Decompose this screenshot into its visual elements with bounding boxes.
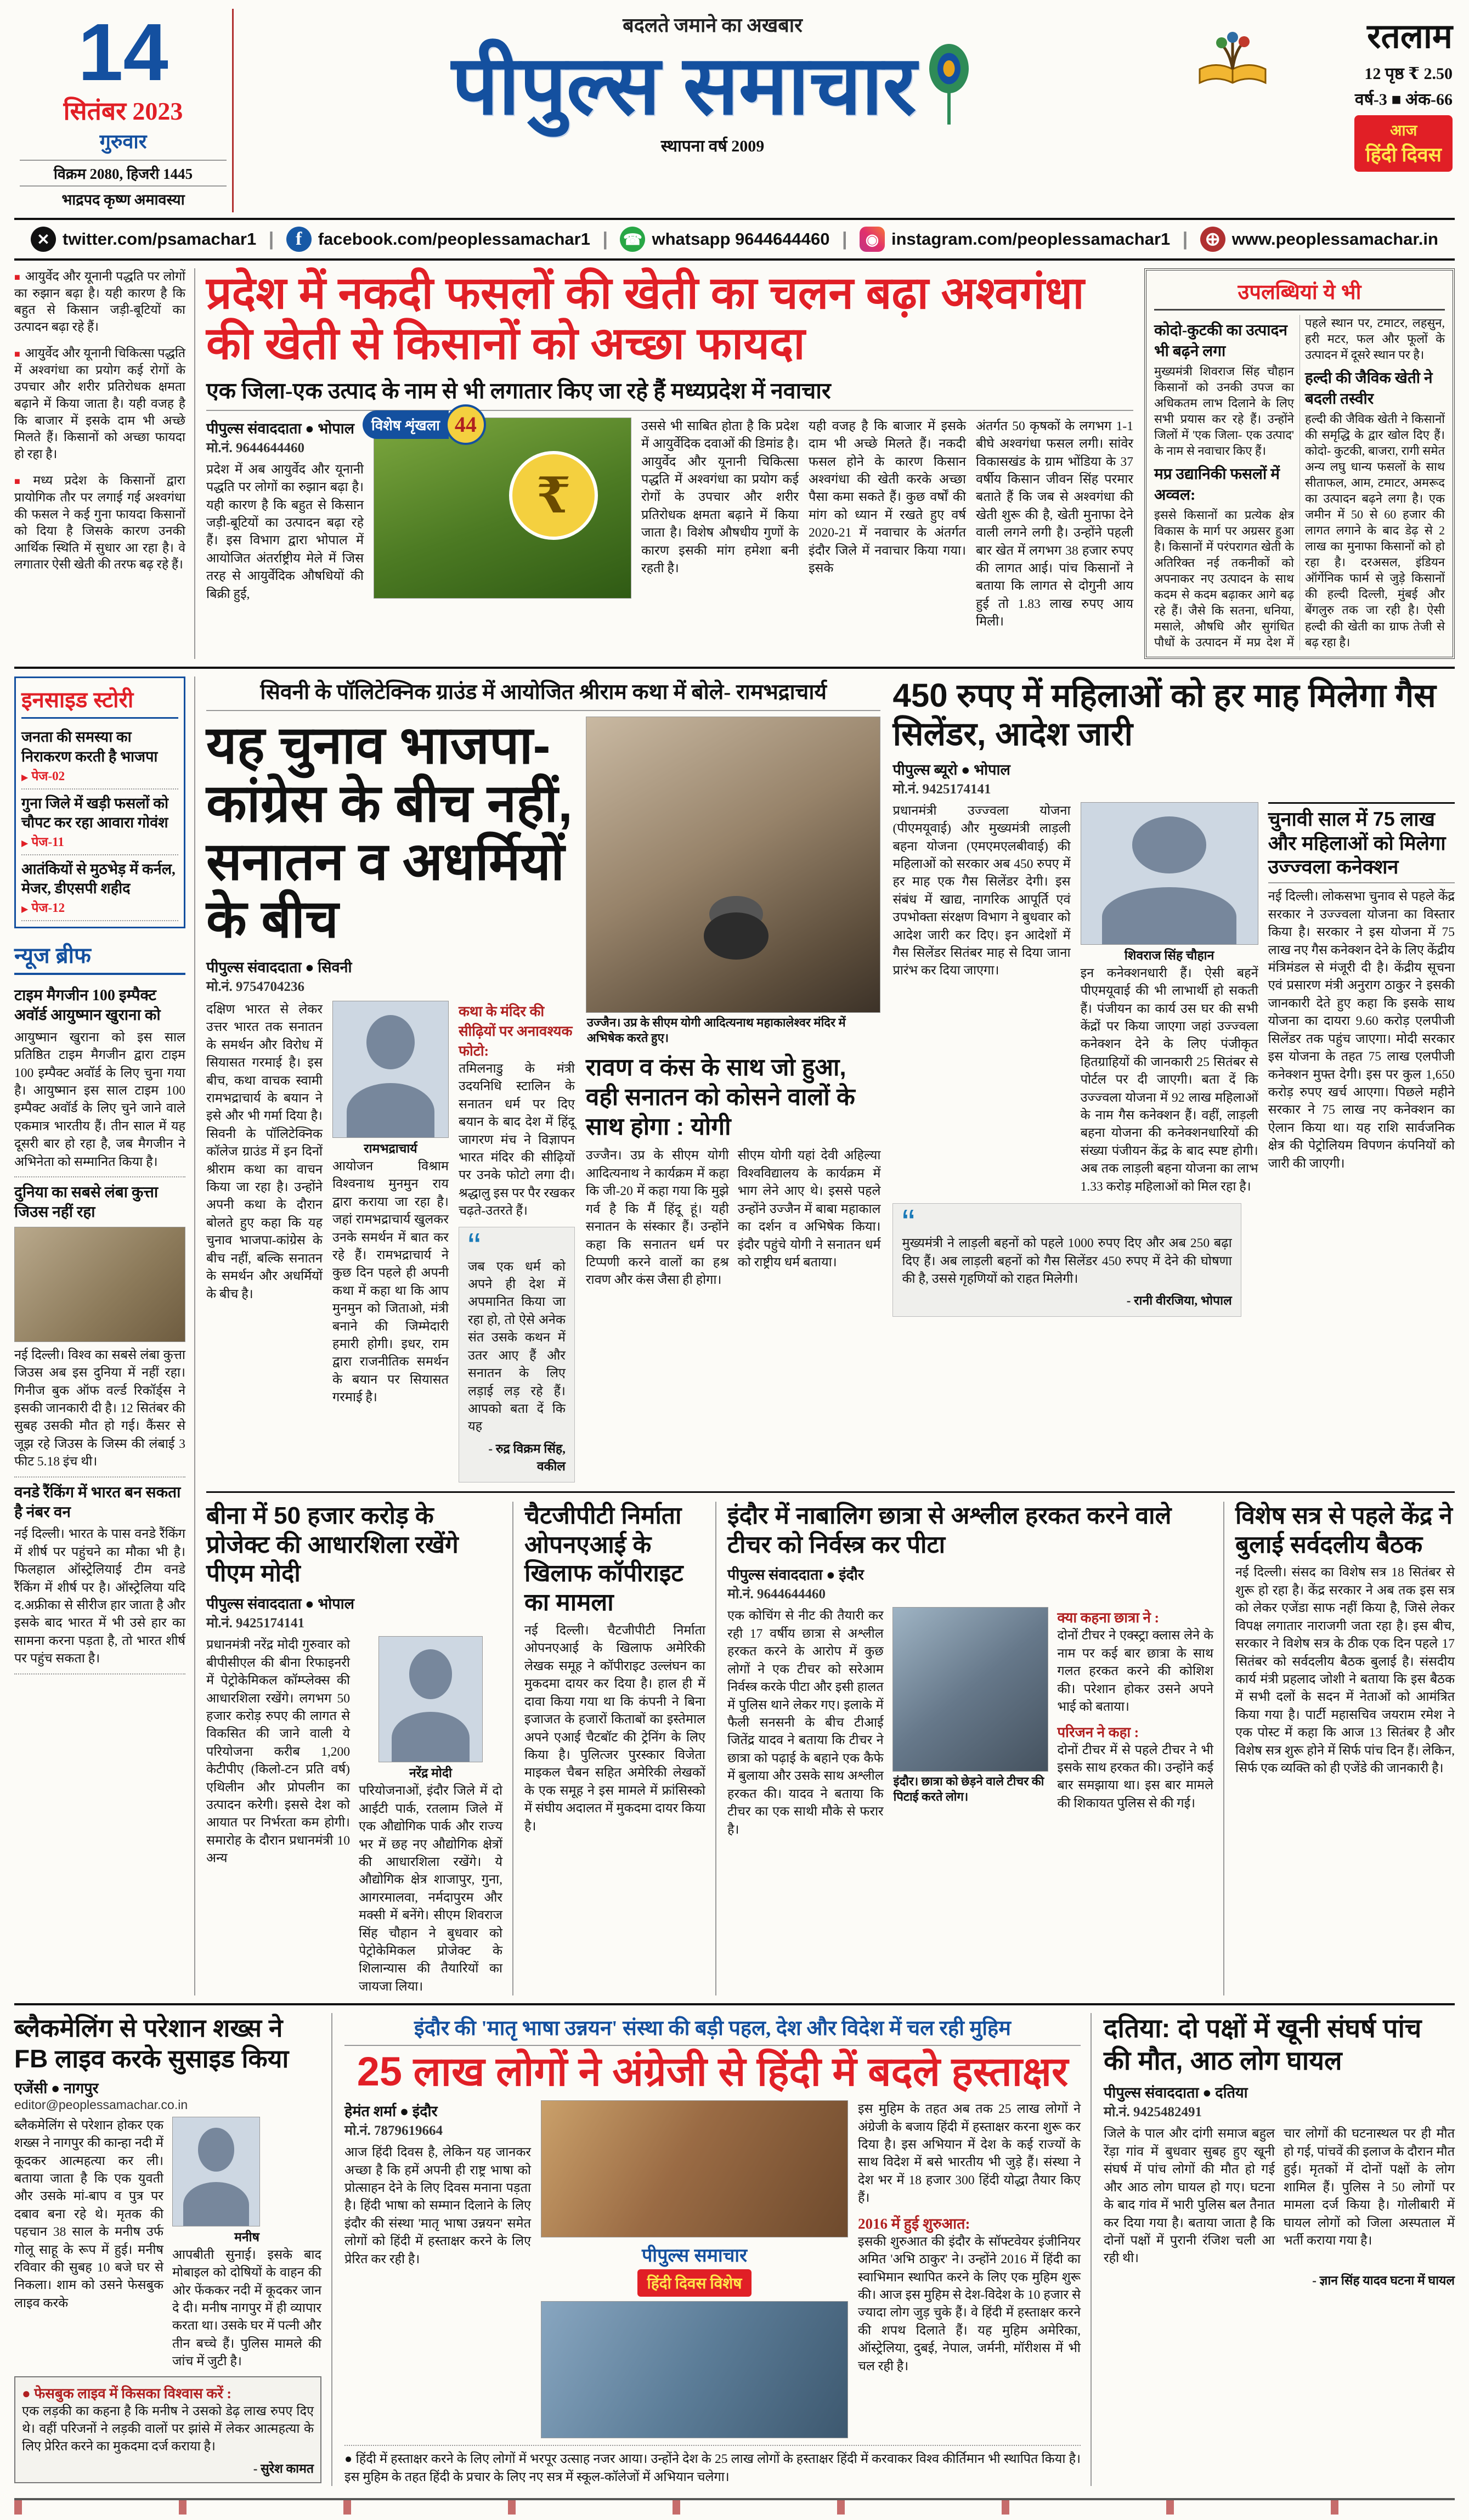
fb-note-title: ● फेसबुक लाइव में किसका विश्वास करें : [22,2385,232,2401]
teacher-phone: मो.नं. 9644644460 [727,1587,826,1602]
hindi-phone: मो.नं. 7879619664 [344,2123,443,2139]
inside-item-page: ▶ पेज-02 [21,766,178,784]
teacher-body: एक कोचिंग से नीट की तैयारी कर रही 17 वर्षीय छात्रा से अश्लील हरकत करने के आरोप में कुछ लोगों ने एक टीचर को सरेआम निर्वस्त्र करके पीटा और इसी हालत में पुलिस थाने लेकर गए। इलाके में फैली सनसनी के बीच टीआई जितेंद्र यादव ने बताया कि टीचर ने छात्रा को पढ़ाई के बहाने एक कैफे में बुलाया और उसके साथ अश्लील हरकत की। यादव ने बताया कि टीचर का एक साथी मौके से फरार है। [727,1609,884,1837]
twitter-handle[interactable]: twitter.com/psamachar1 [63,229,257,249]
inside-item-page: ▶ पेज-11 [21,832,178,850]
fb-body: आपबीती सुनाई। इसके बाद मोबाइल को दोषियों के वाहन की ओर फेंककर नदी में कूदकर जान दे दी। मनीष नागपुर में ही व्यापार करता था। उसके घर में पत्नी और तीन बच्चे हैं। पुलिस मामले की जांच में जुटी है। [172,2247,321,2369]
secondary-stories-row [206,1502,1455,1995]
gas-headline: 450 रुपए में महिलाओं को हर माह मिलेगा गैस सिलेंडर, आदेश जारी [892,677,1436,753]
brief-text: नई दिल्ली। विश्व का सबसे लंबा कुत्ता जिउस अब इस दुनिया में नहीं रहा। गिनीज बुक ऑफ वर्ल्ड रिकॉर्ड्स ने इसकी जानकारी दी है। 12 सितंबर की सुबह उसकी मौत हो गई। कैंसर से जूझ रहे जिउस के जिस्म की लंबाई 3 फीट 5.18 इंच थी। [14,1348,185,1469]
hindi-diwas-special-badge [541,2242,848,2297]
gas-story [892,676,1455,1482]
katha-kicker: सिवनी के पॉलिटेक्निक ग्राउंड में आयोजित श्रीराम कथा में बोले- रामभद्राचार्य [206,676,880,711]
mid-main [206,676,1455,1995]
yogi-body: सीएम योगी यहां देवी अहिल्या विश्वविद्यालय के कार्यक्रम में भाग लेने आए थे। इससे पहले उन्होंने उज्जैन में बाबा महाकाल का दर्शन व अभिषेक किया। इंदौर पहुंचे योगी ने सनातन धर्म को राष्ट्रीय धर्म बताया। [737,1148,881,1270]
lead-side-bullets [14,268,195,659]
page-footer-strip [14,2498,1455,2515]
globe-icon [1200,227,1225,252]
openai-story [524,1502,716,1995]
fb-suicide-story [14,2013,332,2486]
lead-story [206,268,1133,659]
news-brief-header: न्यूज ब्रीफ [14,939,185,975]
openai-headline: चैटजीपीटी निर्माता ओपनएआई के खिलाफ कॉपीराइट का मामला [524,1502,683,1616]
lead-headline: प्रदेश में नकदी फसलों की खेती का चलन बढ़ा अश्वगंधा की खेती से किसानों को अच्छा फायदा [206,268,1084,369]
rambhadracharya-label: रामभद्राचार्य [364,1141,417,1155]
teacher-photo-caption: इंदौर। छात्रा को छेड़ने वाले टीचर की पिटाई करते लोग। [893,1774,1044,1803]
badge-special-label: हिंदी दिवस विशेष [637,2269,752,2297]
katha-phone: मो.नं. 9754704236 [206,979,305,994]
divider: | [602,228,608,250]
achievement-text: इससे किसानों का प्रत्येक क्षेत्र विकास के मार्ग पर अग्रसर हुआ है। किसानों में परंपरागत खेती के अतिरिक्त नई तकनीकों को अपनाकर नए उत्पादन के साथ कदम से कदम बढ़ाकर आगे बढ़ रहे हैं। जैसे कि सतना, धनिया, मसाले, औषधि और सुगंधित पौधों के उत्पादन में मप्र देश में पहले स्थान पर, टमाटर, लहसुन, हरी मटर, फल और फूलों के उत्पादन में दूसरे स्थान पर है। [1154,316,1445,650]
brief-text: नई दिल्ली। भारत के पास वनडे रैंकिंग में शीर्ष पर पहुंचने का मौका भी है। फिलहाल ऑस्ट्रेलियाई टीम वनडे रैंकिंग में शीर्ष पर है। ऑस्ट्रेलिया यदि द.अफ्रीका से सीरीज हार जाता है और इसके बाद भारत में भी उसे हार का सामना करना पड़ता है, तो भारत शीर्ष पर पहुंच सकता है। [14,1527,185,1666]
bina-headline: बीना में 50 हजार करोड़ के प्रोजेक्ट की आधारशिला रखेंगे पीएम मोदी [206,1502,459,1587]
datia-body: जिले के पाल और दांगी समाज बहुल रेंड़ा गांव में बुधवार सुबह हुए खूनी संघर्ष में पांच लोगों की मौत हो गई और आठ लोग घायल हो गए। घटना के बाद गांव में भारी पुलिस बल तैनात कर दिया गया है। बताया जाता है कि दोनों पक्षों में पुरानी रंजिश चली आ रही थी। [1104,2127,1275,2266]
rambhadracharya-photo [332,1001,449,1138]
katha-left [206,717,575,1482]
katha-story [206,676,880,1482]
badge-line2: हिंदी दिवस [1365,144,1442,166]
facebook-handle[interactable]: facebook.com/peoplessamachar1 [318,229,590,249]
hindi-bottom-note: ● हिंदी में हस्ताक्षर करने के लिए लोगों में भरपूर उत्साह नजर आया। उन्होंने देश के 25 लाख लोगों के हस्ताक्षर हिंदी में करवाकर विश्व कीर्तिमान भी स्थापित किया है। इस मुहिम के तहत हिंदी के प्रचार के लिए नए सत्र में स्कूल-कॉलेजों में अभियान चलेगा। [344,2445,1081,2486]
brief-title: दुनिया का सबसे लंबा कुत्ता जिउस नहीं रहा [14,1184,159,1221]
bina-body: प्रधानमंत्री नरेंद्र मोदी गुरुवार को बीपीसीएल की बीना रिफाइनरी में पेट्रोकेमिकल कॉम्प्लेक्स की आधारशिला रखेंगे। लगभग 50 हजार करोड़ रुपए की लागत से विकसित की जाने वाली ये परियोजना करीब 1,200 केटीपीए (किलो-टन प्रति वर्ष) एथिलीन और प्रोपलीन का उत्पादन करेगी। इससे देश को आयात पर निर्भरता कम होगी। समारोह के दौरान प्रधानमंत्री 10 अन्य [206,1638,350,1866]
date-calendar: विक्रम 2080, हिजरी 1445 [20,160,227,183]
left-rail [14,676,195,1995]
bottom-section [14,2005,1455,2490]
date-month: सितंबर 2023 [63,97,183,125]
student-said-title: क्या कहना छात्रा ने : [1057,1610,1160,1626]
manish-label: मनीष [234,2230,259,2244]
yogi-substory [586,717,881,1482]
lead-section [14,261,1455,669]
inside-item-title: आतंकियों से मुठभेड़ में कर्नल, मेजर, डीएसपी शहीद [21,860,176,897]
newspaper-logo: पीपुल्स समाचार [451,39,917,131]
lead-body: प्रदेश में अब आयुर्वेद और यूनानी पद्धति पर लोगों का रुझान बढ़ा है। यही कारण है कि बहुत से किसान जड़ी-बूटियों का उत्पादन बढ़ा रहे हैं। इस विभाग द्वारा भोपाल में आयोजित अंतर्राष्ट्रीय मेले में जिस तरह से आयुर्वेदिक औषधियों की बिक्री हुई, [206,462,364,601]
series-number: 44 [445,404,486,445]
gas-body: प्रधानमंत्री उज्ज्वला योजना (पीएमयूवाई) और मुख्यमंत्री लाड़ली बहना योजना (एमएमएलबीवाई) की महिलाओं को सरकार अब 450 रुपए में हर माह एक गैस सिलेंडर देगी। इस संबंध में खाद्य, नागरिक आपूर्ति एवं उपभोक्ता संरक्षण विभाग ने बुधवार को आदेश जारी कर दिए। इन आदेशों में गैस सिलेंडर सितंबर माह से दिया जाना प्रारंभ कर दिया जाएगा। [892,803,1071,978]
lead-photo-wrap [371,412,631,631]
divider: | [268,228,274,250]
date-day: 14 [78,7,168,98]
manish-photo [172,2117,260,2226]
lead-bullet: ■ आयुर्वेद और यूनानी पद्धति पर लोगों का रुझान बढ़ा है। यही कारण है कि बहुत से किसान जड़ी-बूटियों का उत्पादन बढ़ा रहे हैं। [14,268,185,335]
hindi-start-title: 2016 में हुई शुरुआत: [858,2215,970,2232]
katha-box-title: कथा के मंदिर की सीढ़ियों पर अनावश्यक फोटो: [458,1003,573,1059]
student-said-text: दोनों टीचर ने एक्स्ट्रा क्लास लेने के नाम पर कई बार छात्रा के साथ गलत हरकत करने की कोशिश की। परेशान होकर उसने अपने भाई को बताया। [1057,1628,1214,1715]
news-brief-item [14,980,185,1177]
brief-title: वनडे रैंकिंग में भारत बन सकता है नंबर वन [14,1484,181,1521]
website-url[interactable]: www.peoplessamachar.in [1231,229,1438,249]
ujjwala-substory [1268,802,1455,1196]
hindi-right-column [858,2100,1081,2438]
fb-sign: - सुरेश कामत [253,2461,314,2476]
hindi-start-text: इसकी शुरुआत की इंदौर के सॉफ्टवेयर इंजीनियर अमित 'अभि ठाकुर' ने। उन्होंने 2016 में हिंदी का स्वाभिमान स्थापित करने के लिए एक मुहिम शुरू की। आज इस मुहिम से देश-विदेश के 10 हजार से ज्यादा लोग जुड़ चुके हैं। वे हिंदी में हस्ताक्षर करने की शपथ दिलाते हैं। यह मुहिम अमेरिका, ऑस्ट्रेलिया, दुबई, नेपाल, जर्मनी, मॉरीशस में भी चल रही है। [858,2234,1081,2374]
teacher-byline: पीपुल्स संवाददाता ● इंदौर [727,1566,864,1583]
bina-phone: मो.नं. 9425174141 [206,1616,305,1631]
masthead [14,9,1455,220]
brief-text: आयुष्मान खुराना को इस साल प्रतिष्ठित टाइम मैगजीन द्वारा टाइम 100 इम्पैक्ट अवॉर्ड के लिए चुना गया है। आयुष्मान इस साल टाइम 100 इम्पैक्ट अवॉर्ड के लिए चुने जाने वाले एकमात्र भारतीय हैं। तीन साल में यह दूसरी बार हो रहा है, जब मैगजीन ने अभिनेता को सम्मानित किया है। [14,1030,185,1169]
bina-right-column [359,1636,502,1995]
achievement-text: हल्दी की जैविक खेती ने किसानों की समृद्धि के द्वार खोल दिए हैं। कोदो- कुटकी, बाजरा, रागी समेत अन्य लघु धान्य फसलों के साथ सीताफल, आम, टमाटर, अमरूद का उत्पादन बढ़ने लगा है। एक जमीन में 50 से 60 हजार की लागत लगाने के बाद डेढ़ से 2 लाख का मुनाफा किसानों को हो रहा है। दरअसल, इंडियन ऑर्गेनिक फार्म से जुड़े किसानों की हल्दी दिल्ली, मुंबई और बेंगलुरु तक जा रही है। ऐसी हल्दी की खेती का ग्राफ तेजी से बढ़ रहा है। [1305,412,1445,649]
gas-quote-sign: - रानी वीरजिया, भोपाल [1126,1294,1232,1308]
date-box [14,9,234,212]
achievements-header: उपलब्धियां ये भी [1154,277,1445,311]
whatsapp-icon [620,227,645,252]
masthead-tagline: बदलते जमाने का अखबार [623,14,803,36]
gas-middle-column [1081,802,1258,1196]
instagram-link[interactable] [860,227,1170,252]
hindi-byline: हेमंत शर्मा ● इंदौर [344,2103,438,2120]
gas-body: इन कनेक्शनधारी हैं। ऐसी बहनें पीएमयूवाई की भी लाभार्थी हो सकती हैं। पंजीयन का कार्य उस घर की सभी केंद्रों पर किया जाएगा जहां उज्ज्वला कनेक्शन देने के लिए पंजीकृत हितग्राहियों की जानकारी 25 सितंबर से पोर्टल पर दी जाएगी। बता दें कि उज्ज्वला योजना में 92 लाख महिलाओं के नाम गैस कनेक्शन हैं। वहीं, लाड़ली बहना योजना की कनेक्शनधारियों की संख्या पंजीयन केंद्र के बाद स्पष्ट होगी। अब तक लाड़ली बहना योजना का लाभ 1.33 करोड़ महिलाओं को मिल रहा है। [1080,966,1258,1194]
bina-story [206,1502,513,1995]
yogi-headline: रावण व कंस के साथ जो हुआ, वही सनातन को कोसने वालों के साथ होगा : योगी [585,1054,855,1140]
achievement-title: कोदो-कुटकी का उत्पादन भी बढ़ने लगा [1154,322,1287,360]
lead-bullet: ■ मध्य प्रदेश के किसानों द्वारा प्रायोगिक तौर पर लगाई गई अश्वगंधा की फसल ने कई गुना फायदा किसानों को दिया है जिसके कारण उनकी आर्थिक स्थिति में सुधार आ रहा है। वे लगातार ऐसी खेती की तरफ बढ़ रहे हैं। [14,472,185,573]
family-said-title: परिजन ने कहा : [1057,1724,1139,1740]
social-bar [14,220,1455,261]
katha-body: आयोजन विश्राम विश्वनाथ मुनमुन राय द्वारा कराया जा रहा है। जहां रामभद्राचार्य खुलकर उनके समर्थन में बात कर रहे हैं। रामभद्राचार्य ने कुछ दिन पहले ही अपनी कथा में कहा था कि आप मुनमुन को जिताओ, मंत्री बनाने की जिम्मेदारी हमारी होगी। इधर, राम द्वारा राजनीतिक समर्थन के बयान पर सियासत गरमाई है। [332,1159,449,1405]
achievement-title: हल्दी की जैविक खेती ने बदली तस्वीर [1305,370,1433,408]
lead-subhead: एक जिला-एक उत्पाद के नाम से भी लगातार किए जा रहे हैं मध्यप्रदेश में नवाचार [206,375,1133,411]
datia-headline: दतिया: दो पक्षों में खूनी संघर्ष पांच की मौत, आठ लोग घायल [1104,2014,1422,2076]
edition-volume: वर्ष-3 ■ अंक-66 [1354,91,1453,109]
katha-body: दक्षिण भारत से लेकर उत्तर भारत तक सनातन के समर्थन और विरोध में सियासत गरमाई है। इस बीच, कथा वाचक स्वामी रामभद्राचार्य के बयान ने इसे और भी गर्मा दिया है। सिवनी के पॉलिटेक्निक कॉलेज ग्राउंड में इन दिनों श्रीराम कथा का वाचन किया जा रहा है। उन्होंने अपनी कथा के दौरान बोलते हुए कहा कि यह चुनाव भाजपा-कांग्रेस के बीच नहीं, बल्कि सनातन के समर्थन और अधर्मियों के बीच है। [206,1002,323,1301]
logo-area [234,9,1191,212]
datia-byline: पीपुल्स संवाददाता ● दतिया [1104,2084,1248,2101]
edition-pages-price: 12 पृष्ठ ₹ 2.50 [1364,65,1453,83]
peacock-feather-icon [924,44,974,126]
yogi-body: उज्जैन। उप्र के सीएम योगी आदित्यनाथ ने कार्यक्रम में कहा कि जी-20 में कहा गया कि मुझे गर्व है कि मैं हिंदू हूं। यही सनातन के संस्कार हैं। उन्होंने कहा कि सनातन धर्म पर टिप्पणी करने वालों का हश्र रावण और कंस जैसा ही होगा। [585,1148,729,1288]
fb-headline: ब्लैकमेलिंग से परेशान शख्स ने FB लाइव करके सुसाइड किया [14,2014,289,2073]
gas-quote-box [892,1203,1241,1317]
indore-teacher-story [727,1502,1224,1995]
inside-story-item[interactable] [21,723,178,789]
inside-item-title: जनता की समस्या का निराकरण करती है भाजपा [21,729,158,765]
ujjwala-sub-headline: चुनावी साल में 75 लाख और महिलाओं को मिलेगा उज्ज्वला कनेक्शन [1268,802,1455,884]
sarvadaliya-body: नई दिल्ली। संसद का विशेष सत्र 18 सितंबर से शुरू हो रहा है। केंद्र सरकार ने अब तक इस सत्र को लेकर एजेंडा साफ नहीं किया है, जिसे लेकर विपक्ष लगातार नाराजगी जता रहा है। इस बीच, सरकार ने विशेष सत्र के ठीक एक दिन पहले 17 सितंबर को सर्वदलीय बैठक बुलाई है। संसदीय कार्य मंत्री प्रहलाद जोशी ने बताया कि इस बैठक में सभी दलों के सदन में नेताओं को आमंत्रित किया गया है। पार्टी महासचिव जयराम रमेश ने एक पोस्ट में कहा कि आज 13 सितंबर है और विशेष सत्र शुरू होने में सिर्फ पांच दिन हैं। लेकिन, सिर्फ एक व्यक्ति को ही एजेंडे की जानकारी है। [1235,1565,1455,1776]
edition-city: रतलाम [1367,18,1453,55]
badge-paper-name: पीपुल्स समाचार [641,2245,748,2267]
series-badge [363,404,486,445]
fb-note-box [14,2376,321,2483]
signature-campaign-photo-2 [541,2301,848,2438]
achievement-text: मुख्यमंत्री शिवराज सिंह चौहान किसानों को उनकी उपज का अधिकतम लाभ दिलाने के लिए सभी प्रयास कर रहे हैं। उन्होंने जिलों में 'एक जिला- एक उत्पाद' के नाम से नवाचार किए हैं। [1154,364,1294,458]
hindi-photo-column [541,2100,848,2438]
facebook-icon [286,227,312,252]
sarvadaliya-story [1235,1502,1455,1995]
divider: | [841,228,848,250]
fb-note-text: एक लड़की का कहना है कि मनीष ने उसको डेढ़ लाख रुपए दिए थे। वहीं परिजनों ने लड़की वालों पर झांसे में लेकर आत्महत्या के लिए प्रेरित करने का मुकदमा दर्ज कराया है। [22,2404,314,2454]
edition-area [1191,9,1455,212]
dog-photo [14,1227,185,1342]
datia-body: चार लोगों की घटनास्थल पर ही मौत हो गई, पांचवें की इलाज के दौरान मौत हुई। मृतकों में दोनों पक्षों के लोग शामिल हैं। पुलिस ने 50 लोगों पर मामला दर्ज किया है। गोलीबारी में घायल लोगों को जिला अस्पताल में भर्ती कराया गया है। [1284,2127,1455,2248]
gas-quote-text: “ मुख्यमंत्री ने लाड़ली बहनों को पहले 1000 रुपए दिए और अब 250 बढ़ा दिए हैं। अब लाड़ली बहनों को गैस सिलेंडर 450 रुपए में देने की घोषणा की है, उससे गृहणियों को राहत मिलेगी। [902,1236,1232,1286]
inside-story-item[interactable] [21,790,178,855]
instagram-icon [860,227,885,252]
inside-story-header: इनसाइड स्टोरी [21,684,178,719]
gas-byline: पीपुल्स ब्यूरो ● भोपाल [892,761,1010,778]
badge-line1: आज [1389,122,1417,139]
lead-body: उससे भी साबित होता है कि प्रदेश में आयुर्वेदिक दवाओं की डिमांड है। आयुर्वेद और यूनानी चिकित्सा पद्धति में अश्वगंधा का प्रयोग कई रोगों के उपचार और शरीर प्रतिरोधक क्षमता बढ़ाने में किया जाता है। विशेष औषधीय गुणों के कारण इसकी मांग हमेशा बनी रहती है। [641,419,799,576]
datia-story [1104,2013,1455,2486]
establishment-year: स्थापना वर्ष 2009 [660,137,765,155]
news-brief-item [14,1478,185,1675]
lead-phone: मो.नं. 9644644460 [206,440,305,455]
hindi-kicker: इंदौर की 'मातृ भाषा उन्नयन' संस्था की बड़ी पहल, देश और विदेश में चल रही मुहिम [344,2013,1081,2046]
openai-body: नई दिल्ली। चैटजीपीटी निर्माता ओपनएआई के खिलाफ अमेरिकी लेखक समूह ने कॉपीराइट उल्लंघन का मुकदमा दायर कर दिया है। हाल ही में दावा किया गया था कि कंपनी ने बिना इजाजत के हजारों किताबों का इस्तेमाल अपने एआई चैटबॉट की ट्रेनिंग के लिए किया है। पुलित्जर पुरस्कार विजेता माइकल चैबन सहित अमेरिकी लेखकों के एक समूह ने इस मामले में फ्रांसिस्को में संघीय अदालत में मुकदमा दायर किया है। [524,1623,705,1834]
hindi-diwas-badge [1354,115,1453,172]
teacher-photo-column [892,1607,1049,1838]
katha-quote-box [459,1227,575,1482]
twitter-link[interactable] [31,227,256,252]
facebook-link[interactable] [286,227,590,252]
book-tree-graphic [1197,31,1268,91]
katha-byline: पीपुल्स संवाददाता ● सिवनी [206,959,352,976]
shivraj-label: शिवराज सिंह चौहान [1124,948,1214,962]
sarvadaliya-headline: विशेष सत्र से पहले केंद्र ने बुलाई सर्वदलीय बैठक [1235,1502,1453,1558]
hindi-body: इस मुहिम के तहत अब तक 25 लाख लोगों ने अंग्रेजी के बजाय हिंदी में हस्ताक्षर करना शुरू कर दिया है। इस अभियान में देश के कई राज्यों के साथ विदेश में बसे भारतीय भी जुड़े हैं। संस्था ने देश भर में 18 हजार 300 हिंदी योद्धा तैयार किए हैं। [858,2102,1081,2206]
lead-body: अंतर्गत 50 कृषकों के लगभग 1-1 बीघे अश्वगंधा फसल लगी। सांवेर विकासखंड के ग्राम भोंडिया के 37 वर्षीय किसान जीवन सिंह परमार बताते हैं कि जब से अश्वगंधा की खेती शुरू की है, खेती मुनाफा देने वाली लगने लगी है। उन्होंने पहली बार खेत में लगभग 38 हजार रुपए की लागत आई। पांच किसानों ने बताया कि लागत से दोगुनी आय हुई तो 1.83 लाख रुपए आय मिली। [976,419,1133,629]
date-tithi: भाद्रपद कृष्ण अमावस्या [20,185,227,209]
modi-photo [378,1636,483,1762]
achievement-title: मप्र उद्यानिकी फसलों में अव्वल: [1154,466,1280,504]
inside-story-box [14,676,185,928]
fb-email[interactable]: editor@peoplessamachar.co.in [14,2097,188,2112]
hindi-left-column [344,2100,531,2438]
katha-headline: यह चुनाव भाजपा-कांग्रेस के बीच नहीं, सनातन व अधर्मियों के बीच [206,716,573,949]
mid-section [14,669,1455,2005]
series-label: विशेष शृंखला [363,410,449,439]
teacher-subboxes [1057,1607,1213,1838]
news-brief-item [14,1177,185,1478]
yogi-photo-caption: उज्जैन। उप्र के सीएम योगी आदित्यनाथ महाकालेश्वर मंदिर में अभिषेक करते हुए। [586,1016,846,1045]
fb-byline: एजेंसी ● नागपुर [14,2079,99,2096]
family-said-text: दोनों टीचर में से पहले टीचर ने भी इसके साथ हरकत की। उन्होंने कई बार समझाया था। इस बार मामले की शिकायत पुलिस से की गई। [1057,1743,1214,1811]
date-weekday: गुरुवार [99,131,147,153]
inside-item-page: ▶ पेज-12 [21,898,178,916]
inside-item-title: गुना जिले में खड़ी फसलों को चौपट कर रहा आवारा गोवंश [21,794,169,831]
lead-column-1 [206,418,364,631]
katha-right-column [459,1001,575,1482]
lead-bullet: ■ आयुर्वेद और यूनानी चिकित्सा पद्धति में अश्वगंधा का प्रयोग कई रोगों के उपचार और शरीर प्रतिरोधक क्षमता बढ़ाने में किया जाता है। यही वजह है कि बाजार में इसके दाम भी अच्छे मिलते हैं। किसानों को अच्छा फायदा हो रहा है। [14,345,185,463]
katha-quote-sign: - रुद्र विक्रम सिंह, वकील [488,1441,566,1473]
website-link[interactable] [1200,227,1438,252]
achievements-box [1144,268,1455,659]
datia-phone: मो.नं. 9425482491 [1104,2105,1202,2120]
fb-body: ब्लैकमेलिंग से परेशान होकर एक शख्स ने नागपुर की कान्हा नदी में कूदकर आत्महत्या कर ली। बताया जाता है कि एक युवती और उसके मां-बाप व पुत्र पर दबाव बना रहे थे। मृतक की पहचान 38 साल के मनीष उर्फ गोलू साहू के रूप में हुई। मनीष रविवार की सुबह 10 बजे घर से निकला। शाम को उसने फेसबुक लाइव करके [14,2118,163,2310]
hindi-headline: 25 लाख लोगों ने अंग्रेजी से हिंदी में बदले हस्ताक्षर [357,2049,1069,2095]
inside-story-item[interactable] [21,855,178,921]
whatsapp-number[interactable]: whatsapp 9644644460 [652,229,830,249]
instagram-handle[interactable]: instagram.com/peoplessamachar1 [891,229,1171,249]
katha-quote-text: “ जब एक धर्म को अपने ही देश में अपमानित किया जा रहा हो, तो ऐसे अनेक संत उसके कथन में उतर आए हैं और सनातन के लिए लड़ाई लड़ रहे हैं। आपको बता दें कि यह [467,1259,566,1434]
lead-body: यही वजह है कि बाजार में इसके दाम भी अच्छे मिलते हैं। नकदी फसल होने के कारण किसान अश्वगंधा की खेती करके अच्छा पैसा कमा सकते हैं। कुछ वर्षों की मांग को ध्यान में रखते हुए वर्ष 2020-21 में नवाचार के अंतर्गत इंदौर जिले में नवाचार किया गया। इसके [809,419,966,576]
teacher-beating-photo [892,1607,1049,1772]
datia-sign: - ज्ञान सिंह यादव घटना में घायल [1312,2273,1455,2287]
brief-title: टाइम मैगजीन 100 इम्पैक्ट अवॉर्ड आयुष्मान खुराना को [14,987,161,1024]
katha-box-text: तमिलनाडु के मंत्री उदयनिधि स्टालिन के सनातन धर्म पर दिए बयान के बाद देश में हिंदू जागरण मंच ने विज्ञापन भारत मंदिर की सीढ़ियों पर उनके फोटो लगा दी। श्रद्धालु इस पर पैर रखकर चढ़ते-उतरते हैं। [458,1061,575,1219]
fb-photo-column [172,2117,321,2371]
bina-byline: पीपुल्स संवाददाता ● भोपाल [206,1596,354,1613]
yogi-abhishek-photo [586,717,881,1013]
shivraj-photo [1081,802,1258,945]
hindi-diwas-story [344,2013,1092,2486]
teacher-headline: इंदौर में नाबालिग छात्रा से अश्लील हरकत करने वाले टीचर को निर्वस्त्र कर पीटा [727,1502,1172,1558]
gas-phone: मो.नं. 9425174141 [892,781,991,797]
hindi-body: आज हिंदी दिवस है, लेकिन यह जानकर अच्छा है कि हमें अपनी ही राष्ट्र भाषा को प्रोत्साहन देने के लिए दिवस मनाना पड़ता है। हिंदी भाषा को सम्मान दिलाने के लिए इंदौर की संस्था 'मातृ भाषा उन्नयन' समेत लोगों को हिंदी में हस्ताक्षर करने के लिए प्रेरित कर रही है। [344,2145,531,2267]
modi-label: नरेंद्र मोदी [409,1766,453,1780]
divider: | [1182,228,1188,250]
signature-campaign-photo-1 [541,2100,848,2237]
whatsapp-link[interactable] [620,227,829,252]
ujjwala-body: नई दिल्ली। लोकसभा चुनाव से पहले केंद्र सरकार ने उज्ज्वला योजना का विस्तार किया है। सरकार ने इस योजना में 75 लाख नए गैस कनेक्शन देने के लिए केंद्रीय मंत्रिमंडल से मंजूरी दी है। केंद्रीय सूचना एवं प्रसारण मंत्री अनुराग ठाकुर ने इसकी जानकारी देते हुए कहा कि इसके साथ योजना का दायरा 9.60 करोड़ एलपीजी सिलेंडर तक पहुंच जाएगा। मोदी सरकार इस योजना के तहत 75 लाख एलपीजी कनेक्शन मुफ्त देगी। इस पर कुल 1,650 करोड़ रुपए खर्च आएगा। पिछले महीने सरकार ने 75 लाख नए कनेक्शन का ऐलान किया था। यह राशि सार्वजनिक क्षेत्र की पेट्रोलियम विपणन कंपनियों को जारी की जाएगी। [1268,889,1455,1171]
lead-byline: पीपुल्स संवाददाता ● भोपाल [206,420,354,437]
katha-middle-column [332,1001,449,1482]
twitter-icon [31,227,56,252]
bina-body: परियोजनाओं, इंदौर जिले में दो आईटी पार्क, रतलाम जिले में एक औद्योगिक पार्क और राज्य भर में छह नए औद्योगिक क्षेत्रों की आधारशिला रखेंगे। ये औद्योगिक क्षेत्र शाजापुर, गुना, आगरमालवा, नर्मदापुरम और मक्सी में बनेंगे। सीएम शिवराज सिंह चौहान ने बुधवार को पेट्रोकेमिकल प्रोजेक्ट के शिलान्यास की तैयारियों का जायजा लिया। [359,1784,502,1994]
